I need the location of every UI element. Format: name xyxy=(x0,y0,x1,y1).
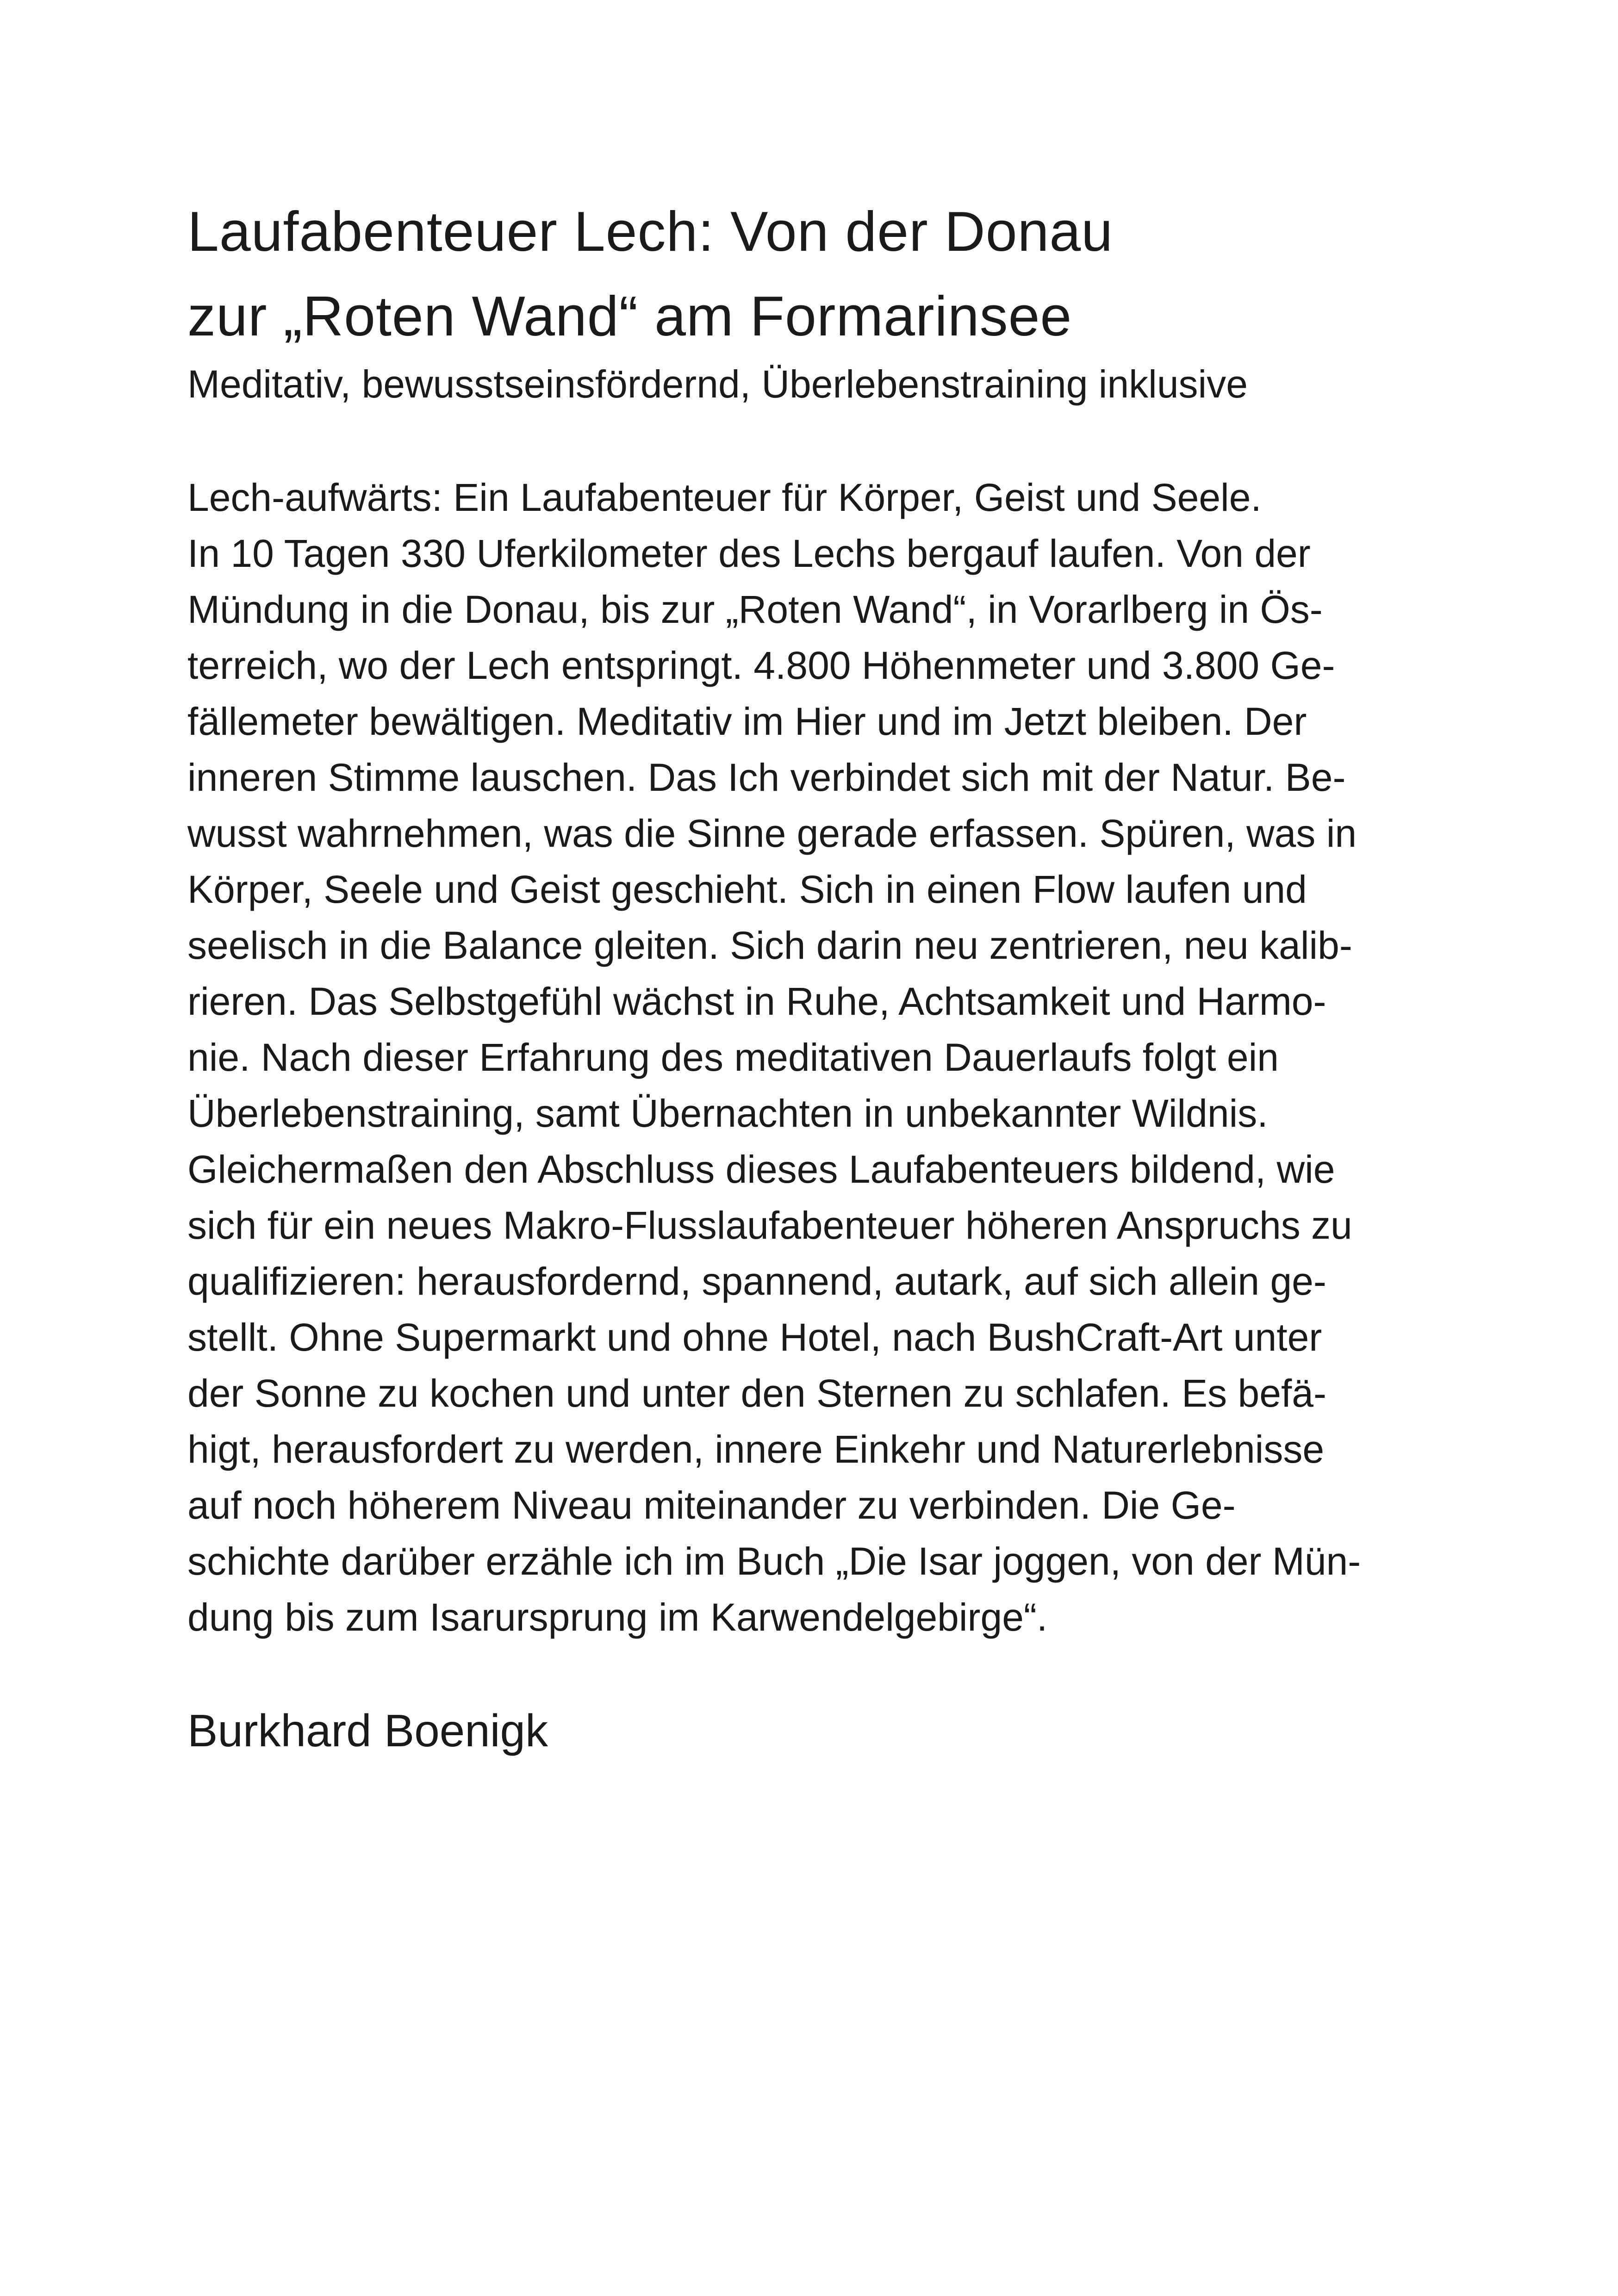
body-line: qualifizieren: herausfordernd, spannend, autark, auf sich allein ge- xyxy=(187,1260,1326,1303)
author-name: Burkhard Boenigk xyxy=(187,1705,548,1756)
body-line: dung bis zum Isarursprung im Karwendelgebirge“. xyxy=(187,1595,1048,1639)
body-line: terreich, wo der Lech entspringt. 4.800 Höhenmeter und 3.800 Ge- xyxy=(187,644,1335,687)
body-line: fällemeter bewältigen. Meditativ im Hier und im Jetzt bleiben. Der xyxy=(187,700,1307,743)
body-line: Körper, Seele und Geist geschieht. Sich in einen Flow laufen und xyxy=(187,868,1307,911)
title-line-2: zur „Roten Wand“ am Formarinsee xyxy=(187,285,1072,348)
body-line: der Sonne zu kochen und unter den Sternen zu schlafen. Es befä- xyxy=(187,1371,1326,1415)
body-line: Lech-aufwärts: Ein Laufabenteuer für Körper, Geist und Seele. xyxy=(187,476,1262,519)
body-line: wusst wahrnehmen, was die Sinne gerade erfassen. Spüren, was in xyxy=(187,812,1357,855)
body-line: schichte darüber erzähle ich im Buch „Die Isar joggen, von der Mün- xyxy=(187,1539,1361,1583)
body-line: stellt. Ohne Supermarkt und ohne Hotel, nach BushCraft-Art unter xyxy=(187,1316,1322,1359)
body-line: Mündung in die Donau, bis zur „Roten Wand“, in Vorarlberg in Ös- xyxy=(187,588,1323,631)
body-line: seelisch in die Balance gleiten. Sich darin neu zentrieren, neu kalib- xyxy=(187,924,1352,967)
body-line: nie. Nach dieser Erfahrung des meditativen Dauerlaufs folgt ein xyxy=(187,1036,1279,1079)
body-line: sich für ein neues Makro-Flusslaufabenteuer höheren Anspruchs zu xyxy=(187,1204,1352,1247)
body-line: higt, herausfordert zu werden, innere Einkehr und Naturerlebnisse xyxy=(187,1427,1325,1471)
body-line: rieren. Das Selbstgefühl wächst in Ruhe, Achtsamkeit und Harmo- xyxy=(187,980,1326,1023)
title-line-1: Laufabenteuer Lech: Von der Donau xyxy=(187,200,1114,263)
body-line: Gleichermaßen den Abschluss dieses Laufabenteuers bildend, wie xyxy=(187,1148,1335,1191)
subtitle: Meditativ, bewusstseinsfördernd, Überlebenstraining inklusive xyxy=(187,362,1248,406)
body-line: Überlebenstraining, samt Übernachten in unbekannter Wildnis. xyxy=(187,1092,1268,1135)
body-line: auf noch höherem Niveau miteinander zu verbinden. Die Ge- xyxy=(187,1483,1236,1527)
body-line: inneren Stimme lauschen. Das Ich verbindet sich mit der Natur. Be- xyxy=(187,756,1346,799)
body-paragraph xyxy=(187,470,1465,1645)
body-line: In 10 Tagen 330 Uferkilometer des Lechs bergauf laufen. Von der xyxy=(187,532,1311,575)
